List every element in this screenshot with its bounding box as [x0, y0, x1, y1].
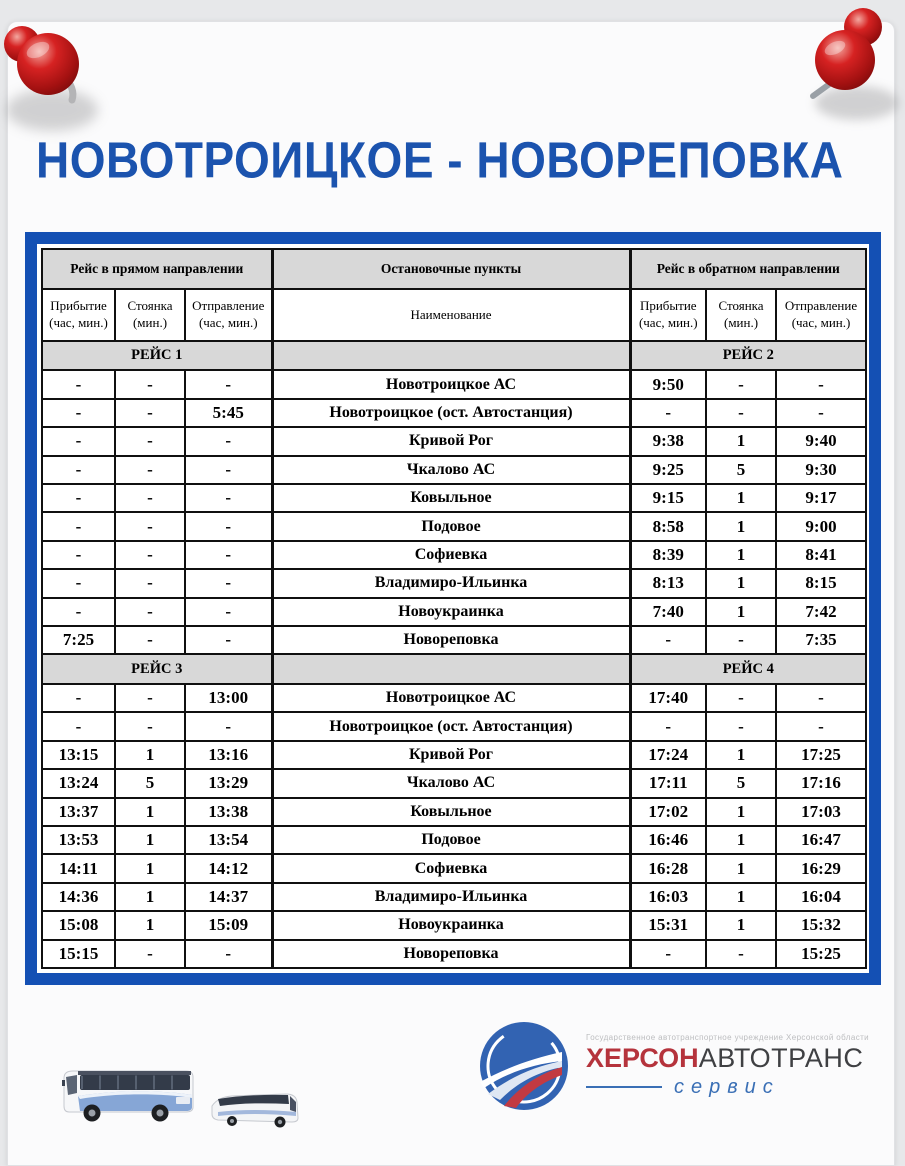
stop-name-cell: Подовое	[272, 512, 630, 540]
time-cell: -	[185, 598, 272, 626]
timetable-row	[42, 456, 866, 484]
time-cell: 1	[706, 598, 776, 626]
time-cell: 13:38	[185, 798, 272, 826]
bus-image-small	[208, 1090, 300, 1128]
time-cell: 15:32	[776, 911, 866, 939]
time-cell: 13:16	[185, 741, 272, 769]
logo-brand-avtotrans: АВТОТРАНС	[698, 1043, 864, 1074]
time-cell: -	[776, 399, 866, 427]
time-cell: 9:30	[776, 456, 866, 484]
timetable-row	[42, 741, 866, 769]
stop-name-cell: Чкалово АС	[272, 456, 630, 484]
stop-name-cell: Владимиро-Ильинка	[272, 883, 630, 911]
group-header-row	[42, 249, 866, 289]
time-cell: -	[115, 484, 185, 512]
stop-name-cell: Новотроицкое АС	[272, 370, 630, 398]
time-cell: 16:29	[776, 854, 866, 882]
time-cell: 5:45	[185, 399, 272, 427]
time-cell: -	[706, 684, 776, 712]
time-cell: -	[115, 626, 185, 654]
time-cell: 8:15	[776, 569, 866, 597]
time-cell: -	[706, 626, 776, 654]
timetable-row	[42, 798, 866, 826]
tagline-rule	[586, 1086, 662, 1088]
stop-name-cell: Новоукраинка	[272, 911, 630, 939]
logo-brand	[586, 1044, 868, 1072]
time-cell: 17:40	[630, 684, 706, 712]
time-cell: 14:12	[185, 854, 272, 882]
time-cell: 16:46	[630, 826, 706, 854]
time-cell: -	[630, 626, 706, 654]
time-cell: 8:39	[630, 541, 706, 569]
logo-road-icon	[478, 1020, 570, 1112]
time-cell: 1	[706, 911, 776, 939]
time-cell: 13:00	[185, 684, 272, 712]
time-cell: 15:09	[185, 911, 272, 939]
time-cell: -	[115, 569, 185, 597]
time-cell: 9:17	[776, 484, 866, 512]
timetable-row	[42, 427, 866, 455]
stop-name-cell: Новореповка	[272, 626, 630, 654]
section-label-right: РЕЙС 2	[630, 341, 866, 370]
time-cell: -	[115, 712, 185, 740]
time-cell: 1	[115, 883, 185, 911]
stop-name-cell: Новотроицкое (ост. Автостанция)	[272, 399, 630, 427]
time-cell: -	[630, 712, 706, 740]
time-cell: -	[185, 712, 272, 740]
timetable-body	[42, 341, 866, 968]
col-header-arrival-bwd: Прибытие (час, мин.)	[630, 289, 706, 341]
time-cell: 1	[115, 854, 185, 882]
col-header-name: Наименование	[272, 289, 630, 341]
time-cell: -	[185, 626, 272, 654]
brand-logo	[478, 1020, 868, 1112]
logo-tagline	[586, 1076, 868, 1099]
pushpin-icon	[775, 0, 905, 140]
time-cell: 14:11	[42, 854, 115, 882]
time-cell: 16:03	[630, 883, 706, 911]
time-cell: -	[115, 456, 185, 484]
tagline-text: сервис	[674, 1075, 780, 1098]
time-cell: 1	[706, 427, 776, 455]
time-cell: 5	[706, 456, 776, 484]
time-cell: -	[706, 712, 776, 740]
time-cell: 1	[706, 798, 776, 826]
bus-image-large	[56, 1064, 196, 1126]
time-cell: -	[706, 940, 776, 968]
time-cell: -	[185, 427, 272, 455]
time-cell: 7:35	[776, 626, 866, 654]
stop-name-cell: Владимиро-Ильинка	[272, 569, 630, 597]
timetable-row	[42, 769, 866, 797]
time-cell: -	[115, 399, 185, 427]
stop-name-cell: Новотроицкое (ост. Автостанция)	[272, 712, 630, 740]
time-cell: -	[776, 370, 866, 398]
time-cell: -	[630, 399, 706, 427]
time-cell: 15:08	[42, 911, 115, 939]
col-header-stop-fwd: Стоянка (мин.)	[115, 289, 185, 341]
time-cell: -	[115, 427, 185, 455]
col-header-departure-fwd: Отправление (час, мин.)	[185, 289, 272, 341]
stop-name-cell: Подовое	[272, 826, 630, 854]
time-cell: -	[42, 370, 115, 398]
time-cell: 9:40	[776, 427, 866, 455]
time-cell: 7:25	[42, 626, 115, 654]
section-header-row	[42, 341, 866, 370]
timetable-row	[42, 512, 866, 540]
time-cell: 9:38	[630, 427, 706, 455]
timetable-row	[42, 684, 866, 712]
time-cell: 14:36	[42, 883, 115, 911]
time-cell: 17:24	[630, 741, 706, 769]
time-cell: -	[185, 484, 272, 512]
timetable-row	[42, 399, 866, 427]
stop-name-cell: Кривой Рог	[272, 741, 630, 769]
time-cell: 17:25	[776, 741, 866, 769]
time-cell: 1	[706, 883, 776, 911]
time-cell: -	[185, 456, 272, 484]
column-header-row	[42, 289, 866, 341]
timetable-row	[42, 826, 866, 854]
time-cell: 5	[706, 769, 776, 797]
section-label-left: РЕЙС 1	[42, 341, 272, 370]
header-stops: Остановочные пункты	[272, 249, 630, 289]
time-cell: -	[185, 370, 272, 398]
stop-name-cell: Чкалово АС	[272, 769, 630, 797]
time-cell: 13:54	[185, 826, 272, 854]
time-cell: 1	[706, 854, 776, 882]
time-cell: -	[115, 370, 185, 398]
stop-name-cell: Новотроицкое АС	[272, 684, 630, 712]
time-cell: 15:25	[776, 940, 866, 968]
header-backward: Рейс в обратном направлении	[630, 249, 866, 289]
timetable-row	[42, 626, 866, 654]
time-cell: -	[185, 940, 272, 968]
timetable-row	[42, 940, 866, 968]
time-cell: -	[42, 684, 115, 712]
logo-caption: Государственное автотранспортное учреждение Херсонской области	[586, 1033, 870, 1043]
timetable-row	[42, 370, 866, 398]
stop-name-cell: Новоукраинка	[272, 598, 630, 626]
page-title: НОВОТРОИЦКОЕ - НОВОРЕПОВКА	[36, 131, 844, 189]
timetable-row	[42, 854, 866, 882]
col-header-departure-bwd: Отправление (час, мин.)	[776, 289, 866, 341]
time-cell: 17:16	[776, 769, 866, 797]
time-cell: 16:28	[630, 854, 706, 882]
time-cell: 9:00	[776, 512, 866, 540]
time-cell: 13:15	[42, 741, 115, 769]
time-cell: 9:15	[630, 484, 706, 512]
stop-name-cell: Софиевка	[272, 854, 630, 882]
time-cell: 17:02	[630, 798, 706, 826]
time-cell: 17:11	[630, 769, 706, 797]
time-cell: -	[42, 484, 115, 512]
time-cell: -	[185, 512, 272, 540]
timetable-row	[42, 569, 866, 597]
time-cell: 1	[706, 826, 776, 854]
time-cell: -	[115, 598, 185, 626]
section-label-right: РЕЙС 4	[630, 654, 866, 683]
time-cell: -	[42, 569, 115, 597]
time-cell: -	[706, 399, 776, 427]
time-cell: -	[185, 569, 272, 597]
pushpin-icon	[0, 10, 130, 150]
time-cell: 1	[115, 826, 185, 854]
time-cell: 16:04	[776, 883, 866, 911]
timetable-row	[42, 484, 866, 512]
time-cell: -	[115, 541, 185, 569]
section-label-left: РЕЙС 3	[42, 654, 272, 683]
time-cell: 14:37	[185, 883, 272, 911]
time-cell: -	[42, 427, 115, 455]
time-cell: -	[630, 940, 706, 968]
time-cell: -	[42, 598, 115, 626]
time-cell: 8:13	[630, 569, 706, 597]
time-cell: -	[115, 512, 185, 540]
stop-name-cell: Софиевка	[272, 541, 630, 569]
stop-name-cell: Кривой Рог	[272, 427, 630, 455]
time-cell: 5	[115, 769, 185, 797]
time-cell: 9:50	[630, 370, 706, 398]
time-cell: 16:47	[776, 826, 866, 854]
time-cell: 1	[115, 911, 185, 939]
section-header-row	[42, 654, 866, 683]
time-cell: -	[42, 456, 115, 484]
header-forward: Рейс в прямом направлении	[42, 249, 272, 289]
time-cell: -	[776, 712, 866, 740]
time-cell: 1	[706, 484, 776, 512]
time-cell: 7:40	[630, 598, 706, 626]
time-cell: -	[42, 512, 115, 540]
section-spacer	[272, 654, 630, 683]
timetable-row	[42, 883, 866, 911]
time-cell: 13:29	[185, 769, 272, 797]
timetable-table	[41, 248, 867, 969]
time-cell: -	[42, 399, 115, 427]
time-cell: 17:03	[776, 798, 866, 826]
stop-name-cell: Ковыльное	[272, 484, 630, 512]
time-cell: 13:37	[42, 798, 115, 826]
section-spacer	[272, 341, 630, 370]
time-cell: 8:58	[630, 512, 706, 540]
time-cell: 1	[115, 741, 185, 769]
timetable	[25, 232, 881, 985]
logo-brand-kherson: ХЕРСОН	[586, 1043, 699, 1074]
time-cell: 15:31	[630, 911, 706, 939]
timetable-row	[42, 712, 866, 740]
time-cell: 13:24	[42, 769, 115, 797]
time-cell: 8:41	[776, 541, 866, 569]
time-cell: -	[42, 541, 115, 569]
time-cell: 1	[706, 541, 776, 569]
time-cell: -	[185, 541, 272, 569]
stop-name-cell: Новореповка	[272, 940, 630, 968]
time-cell: -	[776, 684, 866, 712]
time-cell: -	[115, 684, 185, 712]
time-cell: -	[42, 712, 115, 740]
timetable-row	[42, 541, 866, 569]
time-cell: 13:53	[42, 826, 115, 854]
time-cell: 7:42	[776, 598, 866, 626]
time-cell: -	[706, 370, 776, 398]
timetable-row	[42, 598, 866, 626]
col-header-stop-bwd: Стоянка (мин.)	[706, 289, 776, 341]
time-cell: 1	[706, 569, 776, 597]
time-cell: 1	[706, 741, 776, 769]
stop-name-cell: Ковыльное	[272, 798, 630, 826]
time-cell: -	[115, 940, 185, 968]
col-header-arrival-fwd: Прибытие (час, мин.)	[42, 289, 115, 341]
time-cell: 9:25	[630, 456, 706, 484]
time-cell: 15:15	[42, 940, 115, 968]
time-cell: 1	[706, 512, 776, 540]
timetable-row	[42, 911, 866, 939]
time-cell: 1	[115, 798, 185, 826]
